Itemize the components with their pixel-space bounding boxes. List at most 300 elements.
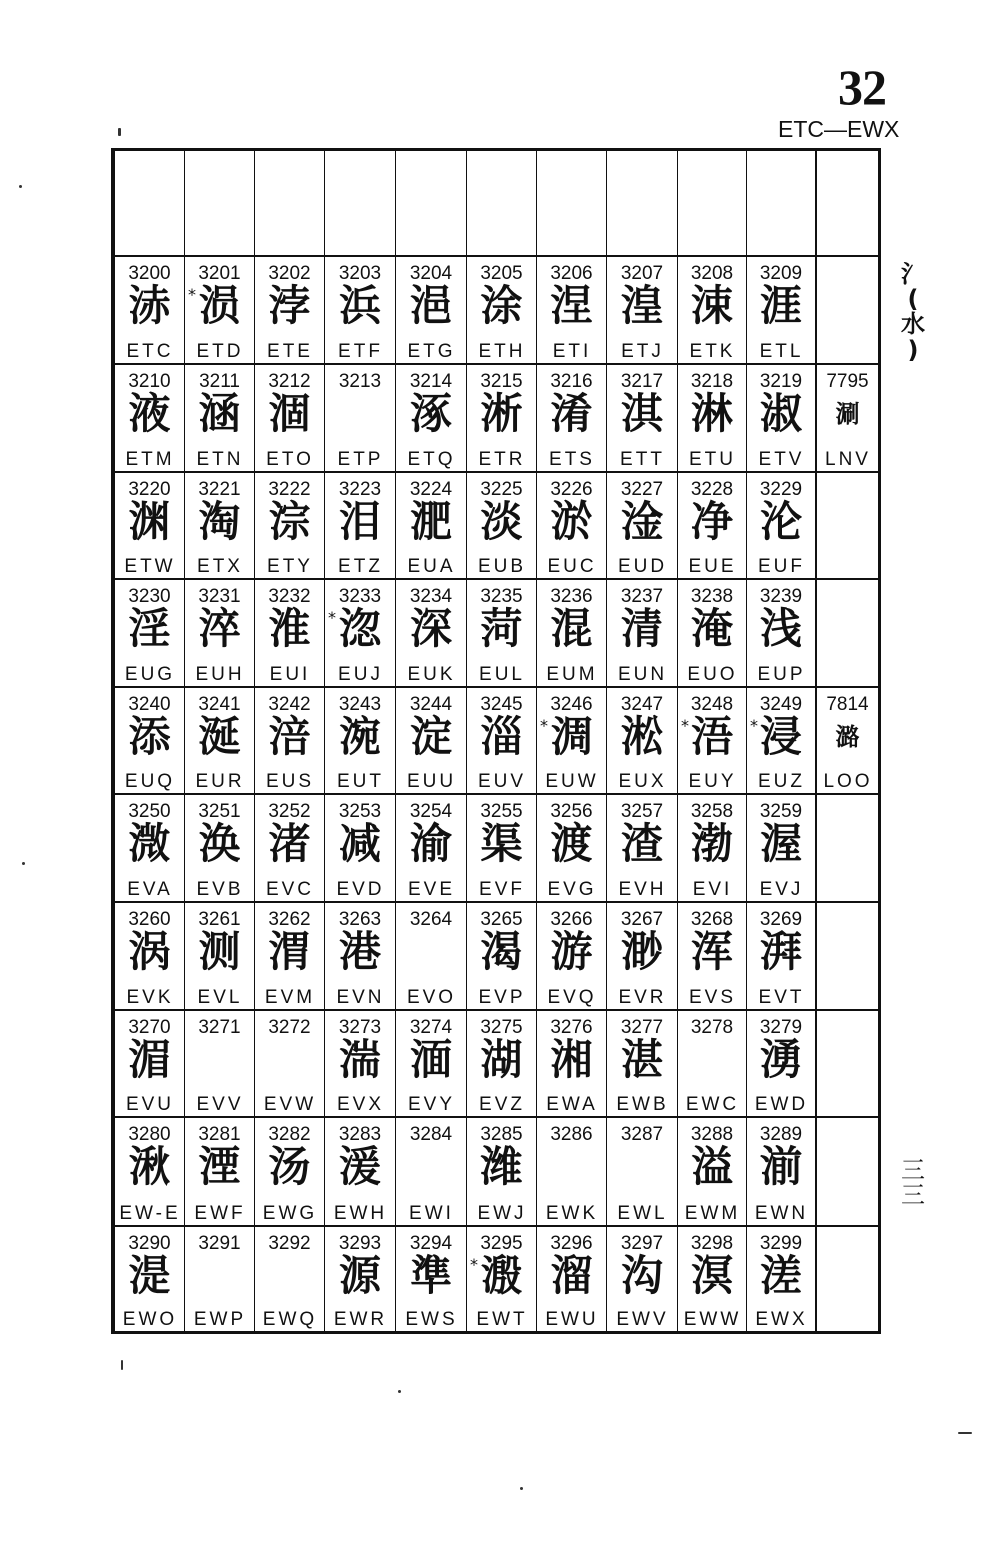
table-cell bbox=[396, 151, 467, 257]
cell-number: 3247 bbox=[620, 694, 664, 715]
cell-number: 3271 bbox=[198, 1017, 241, 1038]
cell-code: EVO bbox=[406, 987, 457, 1008]
cell-character: 渺 bbox=[620, 927, 663, 976]
cell-code: EUV bbox=[477, 771, 527, 792]
cell-code: EWJ bbox=[477, 1203, 527, 1224]
table-cell bbox=[607, 580, 678, 688]
character-code-table bbox=[111, 148, 881, 1334]
cell-character: 湔 bbox=[759, 1142, 802, 1191]
cell-number: 3218 bbox=[690, 371, 734, 392]
cell-number: 3204 bbox=[409, 263, 453, 284]
cell-code: EUW bbox=[545, 771, 599, 792]
cell-code: ETJ bbox=[621, 341, 664, 362]
cell-character: 浜 bbox=[338, 281, 381, 330]
cell-number: 3253 bbox=[338, 801, 382, 822]
cell-code: EWA bbox=[546, 1094, 598, 1115]
table-cell bbox=[255, 1011, 325, 1118]
cell-character: 潞 bbox=[835, 723, 860, 751]
cell-character: 涪 bbox=[268, 712, 311, 761]
cell-code: EWR bbox=[333, 1309, 388, 1330]
cell-number: 3289 bbox=[759, 1124, 803, 1145]
table-cell bbox=[115, 903, 185, 1011]
cell-character: 湎 bbox=[409, 1035, 452, 1084]
cell-number: 3273 bbox=[338, 1017, 382, 1038]
table-cell bbox=[747, 688, 817, 795]
cell-character: 浡 bbox=[268, 281, 311, 330]
cell-code: EVI bbox=[692, 879, 733, 900]
cell-number: 3293 bbox=[338, 1233, 382, 1254]
table-cell bbox=[537, 795, 607, 903]
cell-code: EUX bbox=[618, 771, 667, 792]
table-cell bbox=[115, 1011, 185, 1118]
cell-character: 涎 bbox=[198, 712, 241, 761]
cell-number: 3216 bbox=[550, 371, 593, 392]
radical-glyph-full: 水 bbox=[901, 310, 925, 339]
cell-number: 3227 bbox=[620, 479, 664, 500]
cell-number: 3267 bbox=[620, 909, 664, 930]
table-cell bbox=[607, 795, 678, 903]
cell-character: 湫 bbox=[128, 1142, 171, 1191]
table-cell bbox=[817, 473, 878, 580]
table-cell bbox=[537, 688, 607, 795]
cell-number: 3264 bbox=[409, 909, 453, 930]
cell-character: 减 bbox=[338, 819, 381, 868]
table-cell bbox=[185, 365, 255, 473]
table-cell bbox=[537, 1227, 607, 1331]
side-mark-char: 三 bbox=[901, 1181, 925, 1210]
variant-star-mark: * bbox=[188, 285, 196, 304]
cell-number: 3200 bbox=[128, 263, 171, 284]
cell-number: 3202 bbox=[268, 263, 311, 284]
cell-number: 3234 bbox=[409, 586, 453, 607]
table-cell bbox=[255, 473, 325, 580]
cell-code: EWG bbox=[262, 1203, 318, 1224]
cell-number: 3246 bbox=[550, 694, 593, 715]
table-cell bbox=[747, 903, 817, 1011]
cell-code: ETF bbox=[338, 341, 383, 362]
cell-code: EWN bbox=[754, 1203, 809, 1224]
cell-code: EVD bbox=[336, 879, 385, 900]
table-cell bbox=[537, 580, 607, 688]
cell-code: EUD bbox=[617, 556, 668, 577]
cell-code: EVW bbox=[263, 1094, 317, 1115]
table-cell bbox=[678, 903, 747, 1011]
cell-code: ETT bbox=[620, 449, 665, 470]
cell-character: 渣 bbox=[620, 819, 663, 868]
cell-character: 溠 bbox=[759, 1251, 802, 1300]
table-cell bbox=[678, 257, 747, 365]
cell-number: 3256 bbox=[550, 801, 593, 822]
cell-character: 添 bbox=[128, 712, 171, 761]
cell-number: 3294 bbox=[409, 1233, 453, 1254]
cell-number: 3206 bbox=[550, 263, 593, 284]
cell-character: 溢 bbox=[690, 1142, 733, 1191]
cell-code: EWT bbox=[476, 1309, 528, 1330]
table-cell bbox=[467, 1011, 537, 1118]
table-cell bbox=[678, 688, 747, 795]
cell-number: 3243 bbox=[338, 694, 382, 715]
cell-number: 3241 bbox=[198, 694, 241, 715]
cell-number: 3219 bbox=[759, 371, 803, 392]
cell-number: 3248 bbox=[690, 694, 734, 715]
table-cell bbox=[115, 580, 185, 688]
cell-code: ETW bbox=[124, 556, 176, 577]
cell-character: 淆 bbox=[550, 389, 593, 438]
table-cell bbox=[467, 580, 537, 688]
cell-number: 3242 bbox=[268, 694, 311, 715]
table-cell bbox=[678, 795, 747, 903]
table-cell bbox=[537, 257, 607, 365]
cell-code: EWQ bbox=[262, 1309, 318, 1330]
cell-number: 3298 bbox=[690, 1233, 734, 1254]
cell-code: EVC bbox=[265, 879, 315, 900]
cell-number: 3230 bbox=[128, 586, 171, 607]
table-cell bbox=[607, 1227, 678, 1331]
cell-number: 3285 bbox=[480, 1124, 523, 1145]
cell-character: 涮 bbox=[835, 400, 860, 428]
table-cell bbox=[396, 365, 467, 473]
cell-code: EWX bbox=[755, 1309, 808, 1330]
cell-number: 3238 bbox=[690, 586, 734, 607]
table-cell bbox=[537, 473, 607, 580]
cell-number: 3260 bbox=[128, 909, 171, 930]
cell-code: EVB bbox=[196, 879, 244, 900]
cell-number: 3211 bbox=[199, 371, 240, 392]
cell-character: 沦 bbox=[759, 497, 802, 546]
cell-code: EVA bbox=[127, 879, 173, 900]
side-mark-char: 三 bbox=[901, 1156, 925, 1184]
table-cell bbox=[537, 151, 607, 257]
cell-code: ETP bbox=[337, 449, 384, 470]
cell-character: 湟 bbox=[620, 281, 663, 330]
cell-number: 3254 bbox=[409, 801, 453, 822]
table-cell bbox=[255, 151, 325, 257]
table-cell bbox=[396, 257, 467, 365]
cell-character: 淅 bbox=[480, 389, 523, 438]
cell-character: 涂 bbox=[480, 281, 523, 330]
cell-character: 準 bbox=[409, 1251, 452, 1300]
cell-number: 3281 bbox=[198, 1124, 241, 1145]
cell-number: 3276 bbox=[550, 1017, 593, 1038]
table-cell bbox=[817, 580, 878, 688]
table-cell bbox=[255, 903, 325, 1011]
cell-number: 3250 bbox=[128, 801, 171, 822]
radical-paren-close: ) bbox=[907, 335, 919, 364]
table-cell bbox=[817, 795, 878, 903]
cell-number: 3214 bbox=[409, 371, 453, 392]
cell-number: 3265 bbox=[480, 909, 523, 930]
cell-character: 浅 bbox=[759, 604, 802, 653]
cell-code: EVS bbox=[688, 987, 737, 1008]
cell-character: 溟 bbox=[690, 1251, 733, 1300]
cell-character: 深 bbox=[409, 604, 452, 653]
cell-character: 渭 bbox=[268, 927, 311, 976]
cell-code: LNV bbox=[825, 449, 871, 470]
cell-number: 3225 bbox=[480, 479, 523, 500]
cell-code: EUN bbox=[617, 664, 668, 685]
variant-star-mark: * bbox=[540, 716, 548, 735]
table-cell bbox=[325, 151, 396, 257]
cell-character: 渡 bbox=[550, 819, 593, 868]
cell-number: 3261 bbox=[198, 909, 241, 930]
cell-code: EVG bbox=[547, 879, 597, 900]
cell-code: ETN bbox=[196, 449, 244, 470]
cell-number: 3275 bbox=[480, 1017, 523, 1038]
table-cell bbox=[115, 151, 185, 257]
table-cell bbox=[185, 1011, 255, 1118]
table-cell bbox=[185, 1227, 255, 1331]
cell-number: 3213 bbox=[338, 371, 382, 392]
table-cell bbox=[747, 795, 817, 903]
table-cell bbox=[817, 903, 878, 1011]
table-cell bbox=[678, 1118, 747, 1227]
table-cell bbox=[607, 1118, 678, 1227]
table-cell bbox=[396, 580, 467, 688]
cell-code: EWL bbox=[617, 1203, 668, 1224]
cell-number: 3270 bbox=[128, 1017, 171, 1038]
table-cell bbox=[255, 1227, 325, 1331]
cell-character: 涸 bbox=[268, 389, 311, 438]
cell-character: 清 bbox=[620, 604, 663, 653]
cell-code: EUA bbox=[407, 556, 456, 577]
cell-code: EVP bbox=[478, 987, 526, 1008]
cell-code: ETH bbox=[478, 341, 526, 362]
cell-character: 净 bbox=[690, 497, 733, 546]
variant-star-mark: * bbox=[470, 1255, 478, 1274]
table-cell bbox=[537, 1011, 607, 1118]
cell-number: 3205 bbox=[480, 263, 523, 284]
table-cell bbox=[607, 257, 678, 365]
cell-code: EVU bbox=[125, 1094, 175, 1115]
cell-code: EUY bbox=[688, 771, 737, 792]
cell-number: 3291 bbox=[198, 1233, 241, 1254]
table-cell bbox=[678, 365, 747, 473]
table-cell bbox=[325, 257, 396, 365]
cell-code: EVV bbox=[196, 1094, 244, 1115]
cell-character: 淝 bbox=[409, 497, 452, 546]
cell-character: 液 bbox=[128, 389, 171, 438]
cell-number: 3207 bbox=[620, 263, 664, 284]
code-range-header: ETC—EWX bbox=[778, 116, 900, 142]
cell-character: 涴 bbox=[338, 712, 381, 761]
cell-number: 3251 bbox=[198, 801, 241, 822]
cell-number: 3259 bbox=[759, 801, 803, 822]
cell-number: 3228 bbox=[690, 479, 734, 500]
cell-number: 3278 bbox=[690, 1017, 734, 1038]
cell-code: ETM bbox=[125, 449, 175, 470]
cell-character: 渝 bbox=[409, 819, 452, 868]
table-cell bbox=[607, 151, 678, 257]
cell-character: 淴 bbox=[338, 604, 381, 653]
table-cell bbox=[467, 473, 537, 580]
table-cell bbox=[115, 365, 185, 473]
table-cell bbox=[537, 1118, 607, 1227]
cell-character: 湃 bbox=[759, 927, 802, 976]
cell-number: 3237 bbox=[620, 586, 664, 607]
cell-character: 涿 bbox=[409, 389, 452, 438]
table-cell bbox=[747, 365, 817, 473]
cell-character: 港 bbox=[338, 927, 381, 976]
table-cell bbox=[747, 1011, 817, 1118]
cell-number: 3208 bbox=[690, 263, 734, 284]
cell-code: ETK bbox=[689, 341, 736, 362]
cell-number: 3279 bbox=[759, 1017, 803, 1038]
scan-speck bbox=[22, 862, 25, 865]
cell-code: EVF bbox=[479, 879, 525, 900]
cell-number: 3277 bbox=[620, 1017, 664, 1038]
cell-character: 湮 bbox=[198, 1142, 241, 1191]
cell-character: 湛 bbox=[620, 1035, 663, 1084]
table-cell bbox=[325, 1118, 396, 1227]
cell-code: EVX bbox=[336, 1094, 385, 1115]
cell-code: EUH bbox=[195, 664, 245, 685]
table-cell bbox=[467, 257, 537, 365]
table-cell bbox=[817, 1118, 878, 1227]
scan-speck bbox=[121, 1360, 123, 1370]
table-cell bbox=[396, 473, 467, 580]
cell-code: EUR bbox=[195, 771, 245, 792]
table-cell bbox=[747, 151, 817, 257]
cell-character: 淙 bbox=[268, 497, 311, 546]
table-cell bbox=[115, 1227, 185, 1331]
table-cell bbox=[325, 688, 396, 795]
cell-number: 3239 bbox=[759, 586, 803, 607]
scan-speck bbox=[19, 185, 22, 188]
scan-speck bbox=[958, 1432, 972, 1434]
cell-number: 3297 bbox=[620, 1233, 664, 1254]
cell-code: ETR bbox=[478, 449, 526, 470]
cell-character: 淤 bbox=[550, 497, 593, 546]
cell-code: EUI bbox=[269, 664, 311, 685]
table-cell bbox=[185, 580, 255, 688]
cell-number: 7814 bbox=[826, 694, 869, 715]
table-cell bbox=[325, 795, 396, 903]
cell-character: 涑 bbox=[690, 281, 733, 330]
cell-code: EWO bbox=[122, 1309, 178, 1330]
cell-code: EWC bbox=[685, 1094, 740, 1115]
cell-character: 源 bbox=[338, 1251, 381, 1300]
cell-code: EUF bbox=[758, 556, 805, 577]
cell-number: 3217 bbox=[620, 371, 664, 392]
table-cell bbox=[467, 151, 537, 257]
table-cell bbox=[467, 1227, 537, 1331]
cell-code: ETY bbox=[267, 556, 313, 577]
cell-character: 涅 bbox=[550, 281, 593, 330]
cell-code: ETO bbox=[266, 449, 314, 470]
cell-character: 渴 bbox=[480, 927, 523, 976]
cell-character: 淦 bbox=[620, 497, 663, 546]
table-cell bbox=[185, 151, 255, 257]
table-cell bbox=[607, 1011, 678, 1118]
cell-number: 3295 bbox=[480, 1233, 523, 1254]
variant-star-mark: * bbox=[750, 716, 758, 735]
table-cell bbox=[747, 580, 817, 688]
cell-code: EUO bbox=[687, 664, 738, 685]
cell-character: 涢 bbox=[198, 281, 241, 330]
cell-number: 3233 bbox=[338, 586, 382, 607]
cell-number: 3215 bbox=[480, 371, 523, 392]
cell-code: ETX bbox=[197, 556, 243, 577]
variant-star-mark: * bbox=[681, 716, 689, 735]
cell-code: EUS bbox=[265, 771, 315, 792]
cell-code: ETZ bbox=[338, 556, 383, 577]
cell-number: 3287 bbox=[620, 1124, 664, 1145]
cell-number: 3258 bbox=[690, 801, 734, 822]
table-cell bbox=[185, 795, 255, 903]
cell-number: 3231 bbox=[198, 586, 241, 607]
cell-code: EUJ bbox=[338, 664, 383, 685]
cell-number: 3284 bbox=[409, 1124, 453, 1145]
cell-character: 湲 bbox=[338, 1142, 381, 1191]
cell-code: EUB bbox=[477, 556, 527, 577]
cell-character: 沟 bbox=[620, 1251, 663, 1300]
cell-character: 浥 bbox=[409, 281, 452, 330]
cell-number: 3272 bbox=[268, 1017, 311, 1038]
cell-code: ETQ bbox=[407, 449, 456, 470]
cell-number: 3226 bbox=[550, 479, 593, 500]
cell-number: 3292 bbox=[268, 1233, 311, 1254]
cell-code: EWD bbox=[754, 1094, 809, 1115]
table-cell bbox=[115, 795, 185, 903]
cell-number: 3240 bbox=[128, 694, 171, 715]
cell-character: 游 bbox=[550, 927, 593, 976]
cell-character: 混 bbox=[550, 604, 593, 653]
cell-code: ETG bbox=[407, 341, 456, 362]
table-cell bbox=[325, 365, 396, 473]
cell-code: EW-E bbox=[119, 1203, 181, 1224]
cell-number: 3232 bbox=[268, 586, 311, 607]
cell-number: 3255 bbox=[480, 801, 523, 822]
page-number: 32 bbox=[838, 59, 886, 115]
cell-code: EVK bbox=[126, 987, 174, 1008]
cell-character: 湖 bbox=[480, 1035, 523, 1084]
cell-code: ETD bbox=[196, 341, 244, 362]
cell-code: EWK bbox=[545, 1203, 599, 1224]
scan-speck bbox=[520, 1487, 523, 1490]
table-cell bbox=[325, 1011, 396, 1118]
table-cell bbox=[537, 903, 607, 1011]
table-cell bbox=[255, 257, 325, 365]
cell-number: 3224 bbox=[409, 479, 453, 500]
cell-number: 3283 bbox=[338, 1124, 382, 1145]
cell-character: 涡 bbox=[128, 927, 171, 976]
table-cell bbox=[396, 1227, 467, 1331]
table-cell bbox=[607, 365, 678, 473]
radical-label bbox=[898, 262, 928, 363]
cell-code: EVL bbox=[197, 987, 243, 1008]
cell-character: 菏 bbox=[480, 604, 523, 653]
table-cell bbox=[747, 1227, 817, 1331]
cell-number: 3262 bbox=[268, 909, 311, 930]
cell-code: EUQ bbox=[124, 771, 176, 792]
cell-character: 渤 bbox=[690, 819, 733, 868]
scan-speck bbox=[398, 1390, 401, 1393]
cell-number: 3296 bbox=[550, 1233, 593, 1254]
cell-number: 3266 bbox=[550, 909, 593, 930]
cell-number: 3210 bbox=[128, 371, 171, 392]
table-cell bbox=[817, 1227, 878, 1331]
cell-code: EVZ bbox=[479, 1094, 525, 1115]
cell-number: 3222 bbox=[268, 479, 311, 500]
table-cell bbox=[817, 688, 878, 795]
table-cell bbox=[467, 688, 537, 795]
table-cell bbox=[747, 473, 817, 580]
table-cell bbox=[115, 688, 185, 795]
cell-character: 湘 bbox=[550, 1035, 593, 1084]
cell-code: EVE bbox=[407, 879, 456, 900]
table-cell bbox=[325, 903, 396, 1011]
scan-speck bbox=[118, 128, 121, 136]
